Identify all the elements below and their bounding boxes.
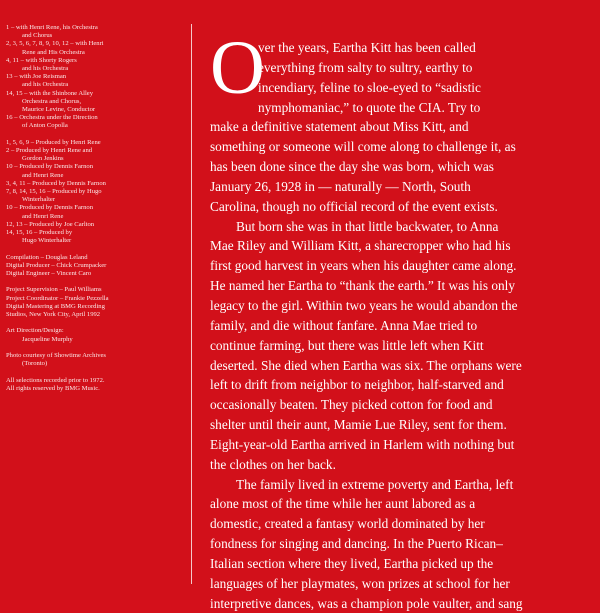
producer-line: Hugo Winterhalter [22,237,72,245]
rights-line: All selections recorded prior to 1972. [6,376,105,384]
producer-line: 2 – Produced by Henri Rene and [6,147,93,155]
producer-line: 7, 8, 14, 15, 16 – Produced by Hugo [6,188,102,196]
text-line: The family lived in extreme poverty and Eartha, left [236,476,514,492]
text-line: continue farming, but there was little left when Kitt [210,337,484,353]
drop-cap: O [210,26,265,110]
text-line: deserted. She died when Eartha was six. The orphans were [210,357,522,373]
producer-line: 12, 13 – Produced by Joe Carlton [6,220,95,228]
producer-line: Winterhalter [22,196,56,204]
producer-line: 10 – Produced by Dennis Farnon [6,163,93,171]
paragraph-1 [210,26,588,217]
supervision-line: Project Coordinator – Frankie Pezzella [6,294,109,302]
rights-notice [6,377,184,393]
credits-column [6,24,184,401]
text-line: alone most of the time while her aunt labored as a [210,496,476,512]
producer-line: Gordon Jenkins [22,155,64,163]
photo-credits [6,352,184,368]
credit-line: 2, 3, 5, 6, 7, 8, 9, 10, 12 – with Henri [6,40,104,48]
text-line: make a definitive statement about Miss Kitt, and [210,119,469,135]
photo-line: Photo courtesy of Showtime Archives [6,352,106,360]
credit-line: and his Orchestra [22,65,69,73]
text-line: something or someone will come along to challenge it, as [210,139,516,155]
staff-line: Digital Engineer – Vincent Caro [6,270,92,278]
producer-line: and Henri Rene [22,171,64,179]
producer-credits [6,139,184,246]
supervision-line: Project Supervision – Paul Williams [6,286,102,294]
text-line: January 26, 1928 in — naturally — North, South [210,178,471,194]
text-line: left to drift from neighbor to neighbor, half-starved and [210,377,504,393]
credit-line: and Chorus [22,32,53,40]
text-line: has been done since the day she was born, which was [210,159,494,175]
text-line: Italian section where they lived, Eartha picked up the [210,555,494,571]
art-credits [6,327,184,343]
producer-line: 1, 5, 6, 9 – Produced by Henri Rene [6,138,101,146]
supervision-credits [6,286,184,319]
text-line: shelter until their aunt, Mamie Lue Riley, sent for them. [210,417,507,433]
producer-line: and Henri Rene [22,212,64,220]
text-line: But born she was in that little backwater, to Anna [236,218,499,234]
producer-line: 10 – Produced by Dennis Farnon [6,204,93,212]
credit-line: 16 – Orchestra under the Direction [6,114,98,122]
producer-line: 14, 15, 16 – Produced by [6,229,73,237]
text-line: Carolina, though no official record of the event exists. [210,198,498,214]
rights-line: All rights reserved by BMG Music. [6,384,100,392]
photo-line: (Toronto) [22,360,48,368]
text-line: languages of her playmates, won prizes at school for her [210,575,510,591]
credit-line: 14, 15 – with the Shinbone Alley [6,89,93,97]
supervision-line: Digital Mastering at BMG Recording [6,302,105,310]
credit-line: 13 – with Joe Reisman [6,73,67,81]
producer-line: 3, 4, 11 – Produced by Dennis Farnon [6,179,106,187]
orchestra-credits [6,24,184,131]
biography-text [210,26,588,613]
text-line: Eight-year-old Eartha arrived in Harlem with nothing but [210,436,515,452]
text-line: the clothes on her back. [210,456,336,472]
paragraph-3 [210,475,588,613]
credit-line: and his Orchestra [22,81,69,89]
text-line: family, and die without fanfare. Anna Mae tried to [210,317,478,333]
text-line: nymphomaniac,” to quote the CIA. Try to [258,99,481,115]
credit-line: Maurice Levine, Conductor [22,106,96,114]
art-line: Art Direction/Design: [6,327,64,335]
text-line: Mae Riley and William Kitt, a sharecropper who had his [210,238,511,254]
paragraph-2 [210,217,588,475]
column-divider [191,24,192,584]
credit-line: 1 – with Henri Rene, his Orchestra [6,24,98,31]
text-line: incendiary, feline to sloe-eyed to “sadistic [258,79,481,95]
staff-line: Digital Producer – Chick Crumpacker [6,261,107,269]
staff-line: Compilation – Douglas Leland [6,253,88,261]
credit-line: Rene and His Orchestra [22,48,85,56]
text-line: interpretive dances, was a champion pole vaulter, and sang [210,595,523,611]
credit-line: Orchestra and Chorus, [22,97,82,105]
supervision-line: Studios, New York City, April 1992 [6,311,101,319]
staff-credits [6,254,184,279]
text-line: fondness for singing and dancing. In the Puerto Rican– [210,536,503,552]
text-line: legacy to the girl. Within two years he would abandon the [210,297,518,313]
text-line: everything from salty to sultry, earthy to [258,59,473,75]
text-line: domestic, created a fantasy world dominated by her [210,516,485,532]
text-line: occasionally beaten. They picked cotton for food and [210,397,493,413]
text-line: first good harvest in years when his daughter came along. [210,258,517,274]
credit-line: 4, 11 – with Shorty Rogers [6,56,77,64]
text-line: He named her Eartha to “thank the earth.” It was his only [210,278,515,294]
credit-line: of Anton Copolla [22,122,68,130]
art-line: Jacqueline Murphy [22,335,73,343]
text-line: ver the years, Eartha Kitt has been called [258,40,476,55]
